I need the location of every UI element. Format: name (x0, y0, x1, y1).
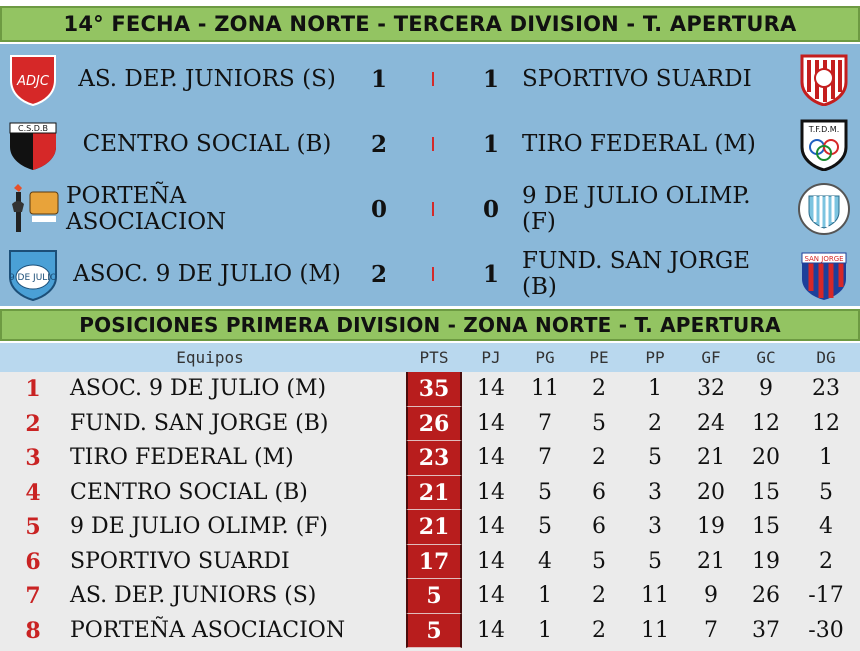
lost: 11 (641, 617, 669, 643)
drawn: 6 (592, 514, 606, 539)
goals-against: 9 (759, 376, 773, 401)
team-name: CENTRO SOCIAL (B) (70, 479, 308, 505)
away-team: TIRO FEDERAL (M) (522, 131, 756, 157)
table-row (0, 476, 860, 511)
lost: 1 (648, 376, 662, 401)
team-name: TIRO FEDERAL (M) (70, 445, 294, 470)
asoc-9-de-julio-crest-icon (6, 247, 60, 301)
score-separator (432, 267, 434, 281)
goals-against: 19 (752, 548, 780, 574)
table-row (0, 545, 860, 580)
position: 4 (25, 479, 41, 506)
played: 14 (477, 410, 505, 436)
column-pp: PP (645, 348, 665, 367)
drawn: 2 (592, 445, 606, 470)
played: 14 (477, 376, 505, 401)
goals-against: 15 (752, 479, 780, 505)
goals-for: 9 (704, 583, 718, 608)
position: 1 (25, 376, 41, 402)
home-team: ASOC. 9 DE JULIO (M) (73, 261, 341, 287)
goals-against: 26 (752, 583, 780, 608)
played: 14 (477, 583, 505, 608)
column-pe: PE (589, 348, 609, 367)
svg-text:SAN JORGE: SAN JORGE (804, 255, 844, 263)
home-team: CENTRO SOCIAL (B) (82, 131, 332, 157)
lost: 5 (648, 445, 662, 470)
won: 7 (538, 445, 552, 470)
goal-difference: 4 (819, 514, 833, 539)
score-separator (432, 72, 434, 86)
svg-text:9 DE JULIO: 9 DE JULIO (8, 273, 58, 283)
match-row (0, 242, 860, 306)
away-score: 0 (482, 195, 499, 223)
drawn: 5 (592, 410, 606, 436)
svg-text:ADJC: ADJC (17, 74, 49, 89)
table-row (0, 372, 860, 407)
column-pts: PTS (419, 348, 449, 367)
position: 2 (25, 410, 41, 437)
lost: 5 (648, 548, 662, 574)
home-team: PORTEÑA ASOCIACION (66, 183, 227, 235)
score-separator (432, 137, 434, 151)
won: 4 (538, 548, 552, 574)
column-pj: PJ (481, 348, 501, 367)
points: 21 (406, 476, 462, 511)
away-team: 9 DE JULIO OLIMP. (F) (522, 183, 751, 235)
match-row (0, 47, 860, 111)
drawn: 2 (592, 376, 606, 401)
table-row (0, 510, 860, 545)
goals-for: 21 (697, 445, 725, 470)
team-name: 9 DE JULIO OLIMP. (F) (70, 514, 328, 539)
lost: 3 (648, 479, 662, 505)
away-score: 1 (482, 65, 499, 93)
table-row (0, 614, 860, 649)
drawn: 6 (592, 479, 606, 505)
goals-against: 37 (752, 617, 780, 643)
away-team: FUND. SAN JORGE (B) (522, 248, 751, 300)
position: 3 (25, 445, 41, 471)
standings-header (0, 343, 860, 372)
home-score: 1 (370, 65, 387, 93)
home-score: 2 (370, 130, 387, 158)
goal-difference: 23 (812, 376, 840, 401)
lost: 11 (641, 583, 669, 608)
goals-for: 24 (697, 410, 725, 436)
drawn: 2 (592, 617, 606, 643)
goal-difference: 12 (812, 410, 840, 436)
goals-for: 21 (697, 548, 725, 574)
position: 6 (25, 548, 41, 575)
team-name: FUND. SAN JORGE (B) (70, 410, 329, 436)
away-team: SPORTIVO SUARDI (522, 66, 752, 92)
9-de-julio-olimpico-crest-icon (797, 182, 851, 236)
goal-difference: 2 (819, 548, 833, 574)
away-score: 1 (482, 260, 499, 288)
portena-crest-icon (6, 182, 60, 236)
goals-against: 12 (752, 410, 780, 436)
team-name: SPORTIVO SUARDI (70, 548, 290, 574)
table-row (0, 441, 860, 476)
svg-text:T.F.D.M.: T.F.D.M. (808, 125, 840, 134)
points: 21 (406, 510, 462, 545)
played: 14 (477, 548, 505, 574)
column-dg: DG (816, 348, 836, 367)
san-jorge-crest-icon (797, 247, 851, 301)
goals-against: 20 (752, 445, 780, 470)
centro-social-crest-icon (6, 117, 60, 171)
table-row (0, 579, 860, 614)
won: 1 (538, 617, 552, 643)
home-score: 2 (370, 260, 387, 288)
points: 5 (406, 579, 462, 614)
home-score: 0 (370, 195, 387, 223)
goal-difference: 5 (819, 479, 833, 505)
match-row (0, 177, 860, 241)
sportivo-suardi-crest-icon (797, 52, 851, 106)
drawn: 2 (592, 583, 606, 608)
goals-for: 20 (697, 479, 725, 505)
goals-for: 7 (704, 617, 718, 643)
points: 17 (406, 545, 462, 580)
match-row (0, 112, 860, 176)
goals-for: 32 (697, 376, 725, 401)
lost: 3 (648, 514, 662, 539)
team-name: PORTEÑA ASOCIACION (70, 617, 346, 643)
tiro-federal-crest-icon (797, 117, 851, 171)
svg-text:C.S.D.B: C.S.D.B (18, 124, 48, 133)
goal-difference: -17 (808, 583, 844, 608)
column-equipos: Equipos (176, 348, 244, 367)
points: 35 (406, 372, 462, 407)
points: 26 (406, 407, 462, 442)
score-separator (432, 202, 434, 216)
points: 5 (406, 614, 462, 649)
points: 23 (406, 441, 462, 476)
fixtures-title: 14° FECHA - ZONA NORTE - TERCERA DIVISION - T. APERTURA (0, 6, 860, 42)
team-name: ASOC. 9 DE JULIO (M) (70, 376, 327, 401)
away-score: 1 (482, 130, 499, 158)
standings-title: POSICIONES PRIMERA DIVISION - ZONA NORTE - T. APERTURA (0, 309, 860, 341)
fixtures-panel (0, 44, 860, 306)
won: 11 (531, 376, 559, 401)
adjc-crest-icon (6, 52, 60, 106)
standings-table (0, 372, 860, 651)
won: 5 (538, 514, 552, 539)
played: 14 (477, 617, 505, 643)
won: 5 (538, 479, 552, 505)
goal-difference: 1 (819, 445, 833, 470)
lost: 2 (648, 410, 662, 436)
goals-against: 15 (752, 514, 780, 539)
played: 14 (477, 479, 505, 505)
home-team: AS. DEP. JUNIORS (S) (78, 66, 336, 92)
position: 7 (25, 583, 41, 609)
goals-for: 19 (697, 514, 725, 539)
table-row (0, 407, 860, 442)
won: 1 (538, 583, 552, 608)
column-pg: PG (535, 348, 555, 367)
position: 8 (25, 617, 41, 644)
played: 14 (477, 514, 505, 539)
column-gf: GF (701, 348, 721, 367)
drawn: 5 (592, 548, 606, 574)
position: 5 (25, 514, 41, 540)
column-gc: GC (756, 348, 776, 367)
won: 7 (538, 410, 552, 436)
team-name: AS. DEP. JUNIORS (S) (70, 583, 317, 608)
played: 14 (477, 445, 505, 470)
goal-difference: -30 (808, 617, 844, 643)
